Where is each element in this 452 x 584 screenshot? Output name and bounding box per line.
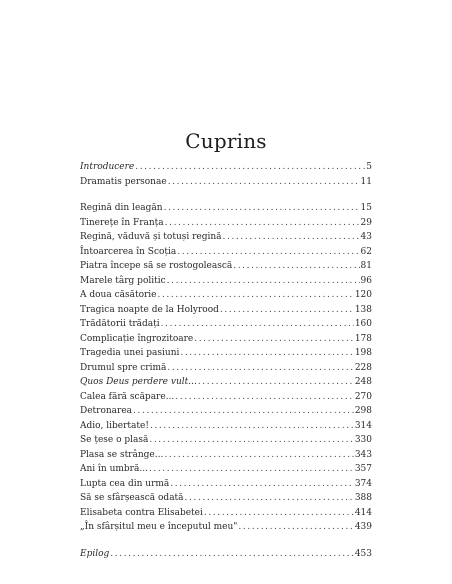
dot-leader bbox=[161, 317, 354, 332]
dot-leader bbox=[220, 303, 354, 318]
dot-leader bbox=[164, 448, 353, 463]
toc-entry-page-number: 343 bbox=[354, 449, 372, 460]
toc-entry-page-number: 414 bbox=[354, 507, 372, 518]
toc-entry bbox=[80, 506, 372, 521]
toc-entry bbox=[80, 448, 372, 463]
toc-entry bbox=[80, 274, 372, 289]
toc-section bbox=[80, 160, 372, 189]
toc-entry-title: Tinerețe în Franța bbox=[80, 217, 164, 228]
toc-entry-page-number: 11 bbox=[360, 176, 372, 187]
toc-entry-page-number: 453 bbox=[354, 548, 372, 559]
dot-leader bbox=[204, 506, 354, 521]
toc-entry bbox=[80, 259, 372, 274]
toc-entry-title: Drumul spre crimă bbox=[80, 362, 167, 373]
toc-entry-title: Piatra începe să se rostogolească bbox=[80, 261, 233, 271]
toc-entry-page-number: 160 bbox=[354, 319, 372, 329]
dot-leader bbox=[198, 375, 354, 390]
toc-entry bbox=[80, 419, 372, 434]
dot-leader bbox=[170, 477, 354, 492]
toc-entry-title: Complicație îngrozitoare bbox=[80, 333, 194, 344]
toc-entry bbox=[80, 375, 372, 390]
toc-entry-page-number: 62 bbox=[360, 246, 372, 257]
dot-leader bbox=[180, 346, 353, 361]
dot-leader bbox=[177, 245, 359, 260]
toc-entry bbox=[80, 491, 372, 506]
dot-leader bbox=[149, 433, 353, 448]
dot-leader bbox=[223, 230, 360, 245]
toc-entry bbox=[80, 230, 372, 245]
toc-entry bbox=[80, 361, 372, 376]
toc-entry-page-number: 138 bbox=[354, 304, 372, 315]
toc-entry bbox=[80, 520, 372, 535]
dot-leader bbox=[133, 404, 354, 419]
toc-entry bbox=[80, 346, 372, 361]
toc-entry-page-number: 43 bbox=[360, 232, 372, 242]
toc-entry-title: Introducere bbox=[80, 162, 135, 172]
dot-leader bbox=[158, 288, 354, 303]
toc-entry bbox=[80, 201, 372, 216]
toc-entry bbox=[80, 288, 372, 303]
toc-entry-title: Dramatis personae bbox=[80, 176, 167, 187]
toc-entry bbox=[80, 216, 372, 231]
toc-entry-page-number: 178 bbox=[354, 333, 372, 344]
dot-leader bbox=[164, 201, 360, 216]
toc-entry-title: Se țese o plasă bbox=[80, 435, 149, 445]
toc-entry bbox=[80, 462, 372, 477]
dot-leader bbox=[149, 462, 354, 477]
dot-leader bbox=[167, 274, 360, 289]
toc-entry bbox=[80, 390, 372, 405]
toc-entry-title: Epilog bbox=[80, 548, 110, 559]
toc-entry-page-number: 81 bbox=[360, 261, 372, 271]
toc-entry-page-number: 439 bbox=[354, 522, 372, 532]
toc-entry-title: Lupta cea din urmă bbox=[80, 478, 170, 489]
toc-entry bbox=[80, 332, 372, 347]
page-title: Cuprins bbox=[185, 129, 267, 154]
toc-entry-page-number: 120 bbox=[354, 290, 372, 300]
dot-leader bbox=[135, 160, 365, 175]
dot-leader bbox=[110, 547, 354, 562]
toc-entry-title: Trădătorii trădați bbox=[80, 319, 160, 329]
toc-entry bbox=[80, 245, 372, 260]
dot-leader bbox=[194, 332, 354, 347]
table-of-contents bbox=[80, 160, 372, 561]
toc-entry-title: Calea fără scăpare... bbox=[80, 391, 175, 402]
dot-leader bbox=[175, 390, 354, 405]
toc-entry-title: Quos Deus perdere vult... bbox=[80, 377, 197, 387]
dot-leader bbox=[165, 216, 360, 231]
toc-entry-title: „În sfârșitul meu e începutul meu" bbox=[80, 522, 238, 532]
toc-entry-title: Adio, libertate! bbox=[80, 420, 149, 431]
toc-entry-title: Întoarcerea în Scoția bbox=[80, 246, 177, 257]
dot-leader bbox=[168, 175, 360, 190]
toc-entry-page-number: 314 bbox=[354, 420, 372, 431]
dot-leader bbox=[185, 491, 354, 506]
dot-leader bbox=[167, 361, 353, 376]
toc-entry-title: Marele târg politic bbox=[80, 275, 166, 286]
toc-entry-page-number: 198 bbox=[354, 348, 372, 358]
toc-section bbox=[80, 201, 372, 535]
toc-entry-page-number: 270 bbox=[354, 391, 372, 402]
toc-entry-page-number: 330 bbox=[354, 435, 372, 445]
toc-entry bbox=[80, 477, 372, 492]
toc-entry-title: A doua căsătorie bbox=[80, 290, 157, 300]
toc-entry-page-number: 357 bbox=[354, 464, 372, 474]
toc-entry-title: Tragedia unei pasiuni bbox=[80, 348, 180, 358]
toc-entry-page-number: 228 bbox=[354, 362, 372, 373]
toc-entry-title: Tragica noapte de la Holyrood bbox=[80, 304, 219, 315]
toc-entry bbox=[80, 175, 372, 190]
toc-entry-title: Elisabeta contra Elisabetei bbox=[80, 507, 203, 518]
toc-entry bbox=[80, 160, 372, 175]
dot-leader bbox=[150, 419, 354, 434]
toc-entry bbox=[80, 404, 372, 419]
toc-entry-page-number: 15 bbox=[360, 203, 372, 213]
toc-entry-page-number: 374 bbox=[354, 478, 372, 489]
toc-entry-title: Plasa se strânge... bbox=[80, 449, 164, 460]
toc-entry-page-number: 248 bbox=[354, 377, 372, 387]
toc-entry-title: Detronarea bbox=[80, 406, 133, 416]
toc-entry-page-number: 388 bbox=[354, 493, 372, 503]
dot-leader bbox=[238, 520, 353, 535]
toc-entry-title: Regină, văduvă și totuși regină bbox=[80, 232, 222, 242]
toc-entry-title: Ani în umbră... bbox=[80, 464, 148, 474]
toc-entry-page-number: 298 bbox=[354, 406, 372, 416]
toc-entry-page-number: 96 bbox=[360, 275, 372, 286]
toc-entry-page-number: 29 bbox=[360, 217, 372, 228]
toc-entry-title: Să se sfârșească odată bbox=[80, 493, 184, 503]
toc-entry bbox=[80, 303, 372, 318]
toc-entry-page-number: 5 bbox=[366, 162, 372, 172]
toc-entry bbox=[80, 547, 372, 562]
toc-entry-title: Regină din leagăn bbox=[80, 203, 163, 213]
toc-entry bbox=[80, 317, 372, 332]
dot-leader bbox=[233, 259, 359, 274]
toc-entry bbox=[80, 433, 372, 448]
toc-section bbox=[80, 547, 372, 562]
